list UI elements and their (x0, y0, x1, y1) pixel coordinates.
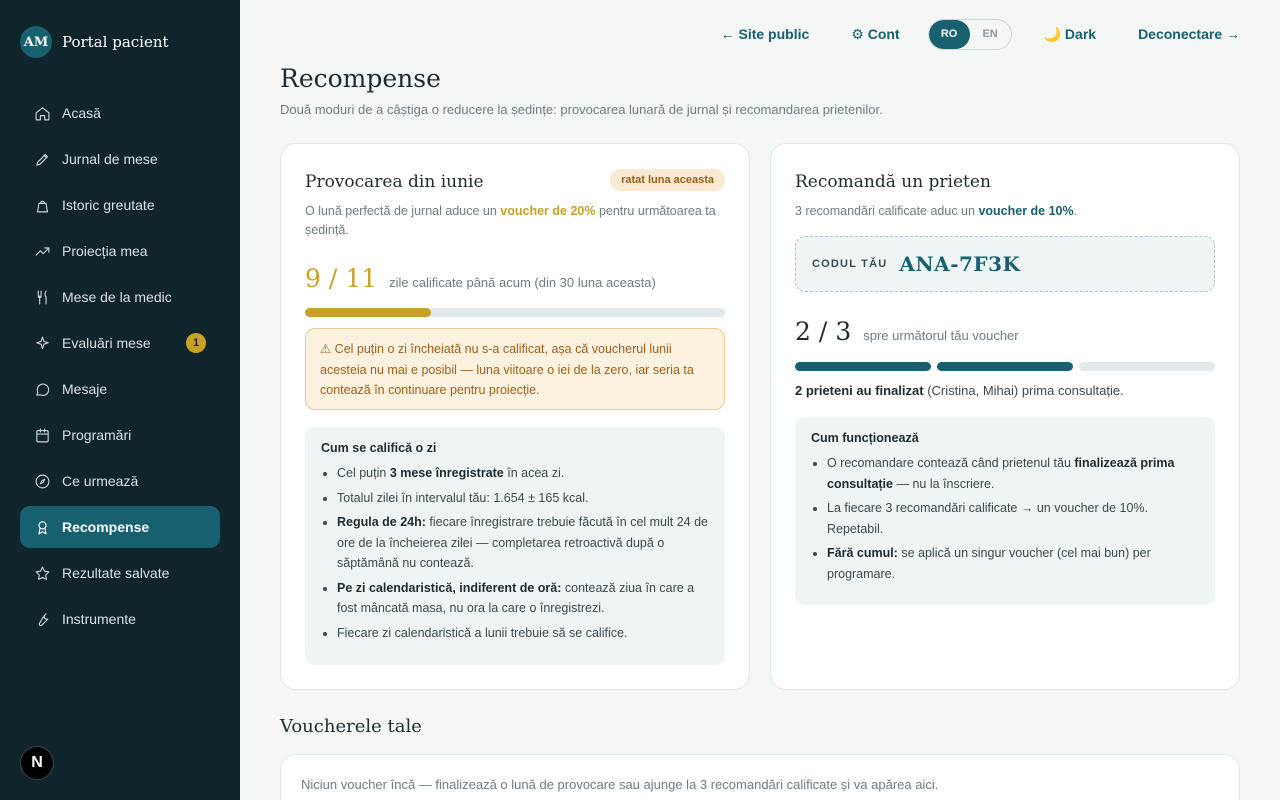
sidebar-item-evaluari[interactable] (20, 322, 220, 364)
home-icon (34, 105, 51, 122)
referral-code-box[interactable] (795, 236, 1215, 292)
challenge-counter (305, 264, 656, 293)
chat-icon (34, 381, 51, 398)
sidebar-item-label: Proiecția mea (62, 243, 148, 259)
list-item: • Fiecare zi calendaristică a lunii trebuie să se califice. (337, 623, 709, 644)
challenge-description: O lună perfectă de jurnal aduce un voucher de 20% pentru următoarea ta ședință. (305, 204, 716, 237)
sidebar-item-label: Istoric greutate (62, 197, 155, 213)
sidebar-item-recompense[interactable] (20, 506, 220, 548)
referral-counter (795, 317, 1019, 346)
sidebar-item-label: Instrumente (62, 611, 136, 627)
sidebar-item-mese-medic[interactable] (20, 276, 220, 318)
referral-target: 3 (835, 317, 852, 346)
sparkle-icon (34, 335, 51, 352)
sidebar-item-label: Acasă (62, 105, 101, 121)
referral-title: Recomandă un prieten (795, 172, 991, 192)
challenge-progress-bar (305, 308, 725, 317)
pencil-icon (34, 151, 51, 168)
page-subtitle: Două moduri de a câștiga o reducere la ședințe: provocarea lunară de jurnal și recomandarea prietenilor. (280, 102, 883, 117)
rules-box (305, 427, 725, 665)
brand[interactable] (20, 26, 169, 58)
logout-link[interactable]: Deconectare → (1138, 26, 1240, 42)
list-item: • Cel puțin 3 mese înregistrate în acea zi. (337, 463, 709, 484)
sidebar-item-programari[interactable] (20, 414, 220, 456)
language-toggle (928, 19, 1012, 50)
sidebar-item-acasa[interactable] (20, 92, 220, 134)
framework-logo[interactable]: N (20, 746, 54, 780)
list-item: • La fiecare 3 recomandări calificate → un voucher de 10%. Repetabil. (827, 498, 1199, 539)
rules-list (321, 463, 709, 643)
how-list (811, 453, 1199, 584)
sidebar-item-istoric[interactable] (20, 184, 220, 226)
page-title: Recompense (280, 64, 441, 93)
vouchers-empty-state: Niciun voucher încă — finalizează o lună de provocare sau ajunge la 3 recomandări calificate și va apărea aici. (280, 754, 1240, 800)
code-label: CODUL TĂU (812, 258, 888, 270)
site-public-link[interactable]: ← Site public (720, 26, 810, 42)
referral-progress-bar (795, 362, 1215, 371)
star-icon (34, 565, 51, 582)
counter-label: spre următorul tău voucher (863, 328, 1019, 343)
sidebar-nav (20, 92, 220, 644)
sidebar-item-label: Recompense (62, 519, 150, 535)
sidebar-item-ce-urmeaza[interactable] (20, 460, 220, 502)
progress-segment (1079, 362, 1215, 371)
elapsed-days-count: 11 (345, 264, 378, 293)
list-item: • Pe zi calendaristică, indiferent de oră: contează ziua în care a fost mâncată masa, nu ora la care o înregistrezi. (337, 578, 709, 619)
notification-badge: 1 (186, 333, 206, 353)
list-item: • Regula de 24h: fiecare înregistrare trebuie făcută în cel mult 24 de ore de la încheierea zilei — completarea retroactivă după o săptămână nu contează. (337, 512, 709, 574)
list-item: • Totalul zilei în intervalul tău: 1.654 ± 165 kcal. (337, 488, 709, 509)
sidebar-item-rezultate[interactable] (20, 552, 220, 594)
avatar: AM (20, 26, 52, 58)
referral-description: 3 recomandări calificate aduc un voucher de 10%. (795, 204, 1078, 218)
counter-slash: / (818, 317, 828, 346)
sidebar-item-label: Evaluări mese (62, 335, 151, 351)
counter-label: zile calificate până acum (din 30 luna aceasta) (389, 275, 656, 290)
sidebar-item-label: Mese de la medic (62, 289, 172, 305)
status-badge: ratat luna aceasta (610, 169, 725, 191)
lang-ro-button[interactable]: RO (929, 20, 970, 49)
sidebar (0, 0, 240, 800)
calendar-icon (34, 427, 51, 444)
challenge-progress-fill (305, 308, 431, 317)
compass-icon (34, 473, 51, 490)
how-it-works-box (795, 417, 1215, 605)
challenge-card (280, 143, 750, 690)
list-item: • O recomandare contează când prietenul tău finalizează prima consultație — nu la înscriere. (827, 453, 1199, 494)
counter-slash: / (328, 264, 338, 293)
how-title: Cum funcționează (811, 431, 919, 445)
sidebar-item-mesaje[interactable] (20, 368, 220, 410)
sidebar-item-proiectia[interactable] (20, 230, 220, 272)
dark-mode-toggle[interactable]: 🌙 Dark (1043, 25, 1097, 42)
scale-icon (34, 197, 51, 214)
list-item: • Fără cumul: se aplică un singur voucher (cel mai bun) per programare. (827, 543, 1199, 584)
award-icon (34, 519, 51, 536)
referral-count: 2 (795, 317, 811, 346)
progress-segment (795, 362, 931, 371)
sidebar-item-label: Rezultate salvate (62, 565, 170, 581)
brand-name: Portal pacient (62, 33, 169, 51)
qualified-days-count: 9 (305, 264, 321, 293)
sidebar-item-label: Programări (62, 427, 132, 443)
account-link[interactable]: ⚙ Cont (851, 25, 900, 42)
referral-code[interactable]: ANA-7F3K (899, 252, 1021, 276)
vouchers-title: Voucherele tale (280, 716, 422, 737)
challenge-title: Provocarea din iunie (305, 172, 484, 192)
warning-alert: ⚠ Cel puțin o zi încheiată nu s-a calificat, așa că voucherul lunii acesteia nu mai e posibil — luna viitoare o iei de la zero, iar seria ta contează în continuare pentru proiecție. (305, 328, 725, 410)
sidebar-item-label: Ce urmează (62, 473, 139, 489)
lang-en-button[interactable]: EN (982, 28, 998, 40)
wrench-icon (34, 611, 51, 628)
fork-icon (34, 289, 51, 306)
sidebar-item-label: Jurnal de mese (62, 151, 158, 167)
topbar (679, 18, 1240, 50)
sidebar-item-label: Mesaje (62, 381, 108, 397)
referral-card (770, 143, 1240, 690)
sidebar-item-jurnal[interactable] (20, 138, 220, 180)
sidebar-item-instrumente[interactable] (20, 598, 220, 640)
trend-icon (34, 243, 51, 260)
rules-title: Cum se califică o zi (321, 441, 437, 455)
friends-status: 2 prieteni au finalizat (Cristina, Mihai) prima consultație. (795, 383, 1124, 398)
progress-segment (937, 362, 1073, 371)
